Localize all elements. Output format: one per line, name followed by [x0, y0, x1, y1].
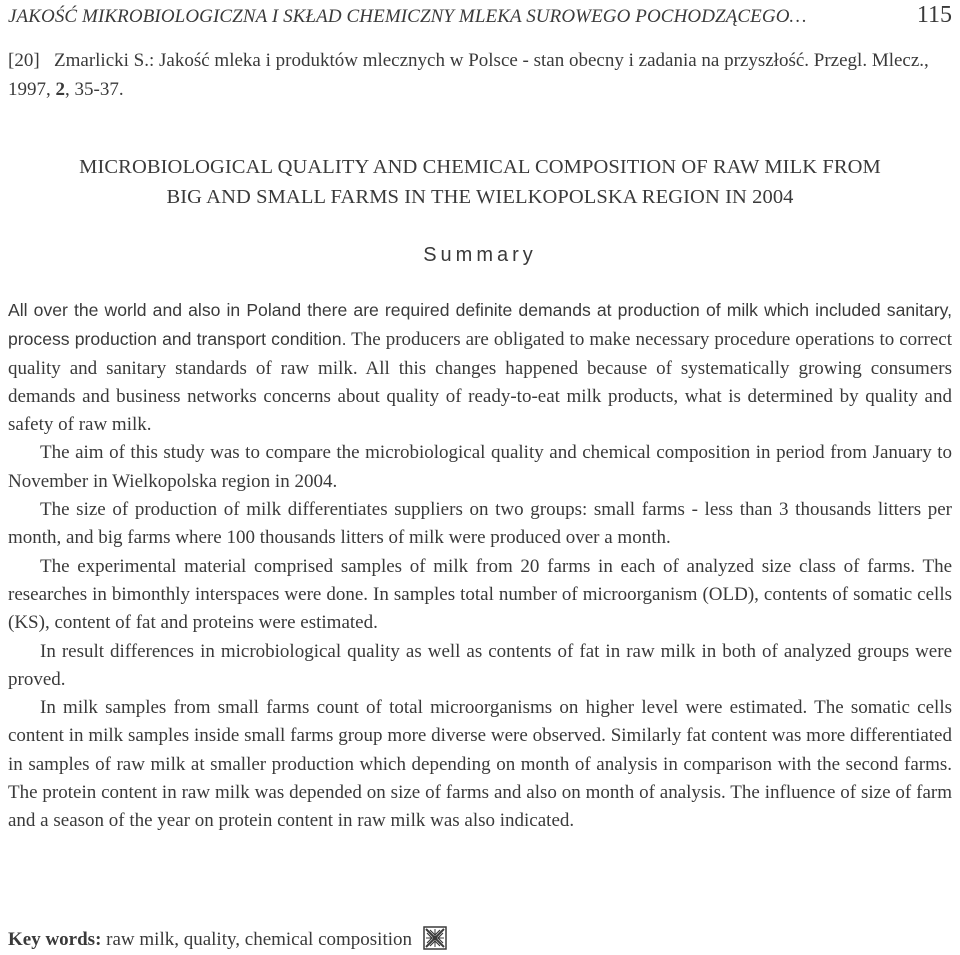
summary-paragraph: The aim of this study was to compare the microbiological quality and chemical composition in period from January to November in Wielkopolska region in 2004. [8, 442, 952, 492]
reference-number: [20] [8, 50, 40, 71]
summary-paragraph: In result differences in microbiological quality as well as contents of fat in raw milk in both of analyzed groups were proved. [8, 640, 952, 690]
summary-paragraph: The experimental material comprised samples of milk from 20 farms in each of analyzed size class of farms. The researches in bimonthly interspaces were done. In samples total number of microorganism (OLD), contents of somatic cells (KS), content of fat and proteins were estimated. [8, 555, 952, 634]
keywords-label: Key words: [8, 929, 102, 950]
paper-title-line-2: BIG AND SMALL FARMS IN THE WIELKOPOLSKA REGION IN 2004 [166, 186, 794, 208]
summary-paragraph-lead: All over the world and also in Poland there are required definite demands at production of milk which included sanitary, process production and transport condition. [8, 300, 952, 350]
reference-pages: , 35-37. [65, 79, 124, 100]
paper-title-line-1: MICROBIOLOGICAL QUALITY AND CHEMICAL COMPOSITION OF RAW MILK FROM [79, 156, 881, 178]
paper-title [8, 152, 952, 212]
ornament-end-icon [423, 926, 447, 950]
running-head-title: JAKOŚĆ MIKROBIOLOGICZNA I SKŁAD CHEMICZNY MLEKA SUROWEGO POCHODZĄCEGO… [8, 6, 807, 27]
keywords [8, 926, 952, 954]
running-head [8, 2, 952, 32]
page-number: 115 [916, 2, 952, 28]
keywords-text: raw milk, quality, chemical composition [101, 929, 413, 950]
summary-heading: Summary [423, 244, 537, 266]
summary-paragraph [8, 296, 952, 439]
summary-paragraph-continuation: The producers are obligated to make necessary procedure operations to correct quality and sanitary standards of raw milk. All this changes happened because of systematically growing consumers demands and business networks concerns about quality of ready-to-eat milk products, what is determined by quality and safety of raw milk. [8, 329, 952, 436]
reference-entry [8, 46, 952, 104]
summary-body [8, 296, 952, 836]
reference-volume: 2 [55, 79, 65, 100]
reference-text: Zmarlicki S.: Jakość mleka i produktów mlecznych w Polsce - stan obecny i zadania na przyszłość. Przegl. Mlecz., 1997, [8, 50, 929, 100]
summary-paragraph: The size of production of milk differentiates suppliers on two groups: small farms - less than 3 thousands litters per month, and big farms where 100 thousands litters of milk were produced over a month. [8, 499, 952, 549]
summary-paragraph: In milk samples from small farms count of total microorganisms on higher level were estimated. The somatic cells content in milk samples inside small farms group more diverse were observed. Similarly fat content was more differentiated in samples of raw milk at smaller production which depending on month of analysis in comparison with the second farms. The protein content in raw milk was depended on size of farms and also on month of analysis. The influence of size of farm and a season of the year on protein content in raw milk was also indicated. [8, 697, 952, 832]
page [8, 0, 952, 955]
